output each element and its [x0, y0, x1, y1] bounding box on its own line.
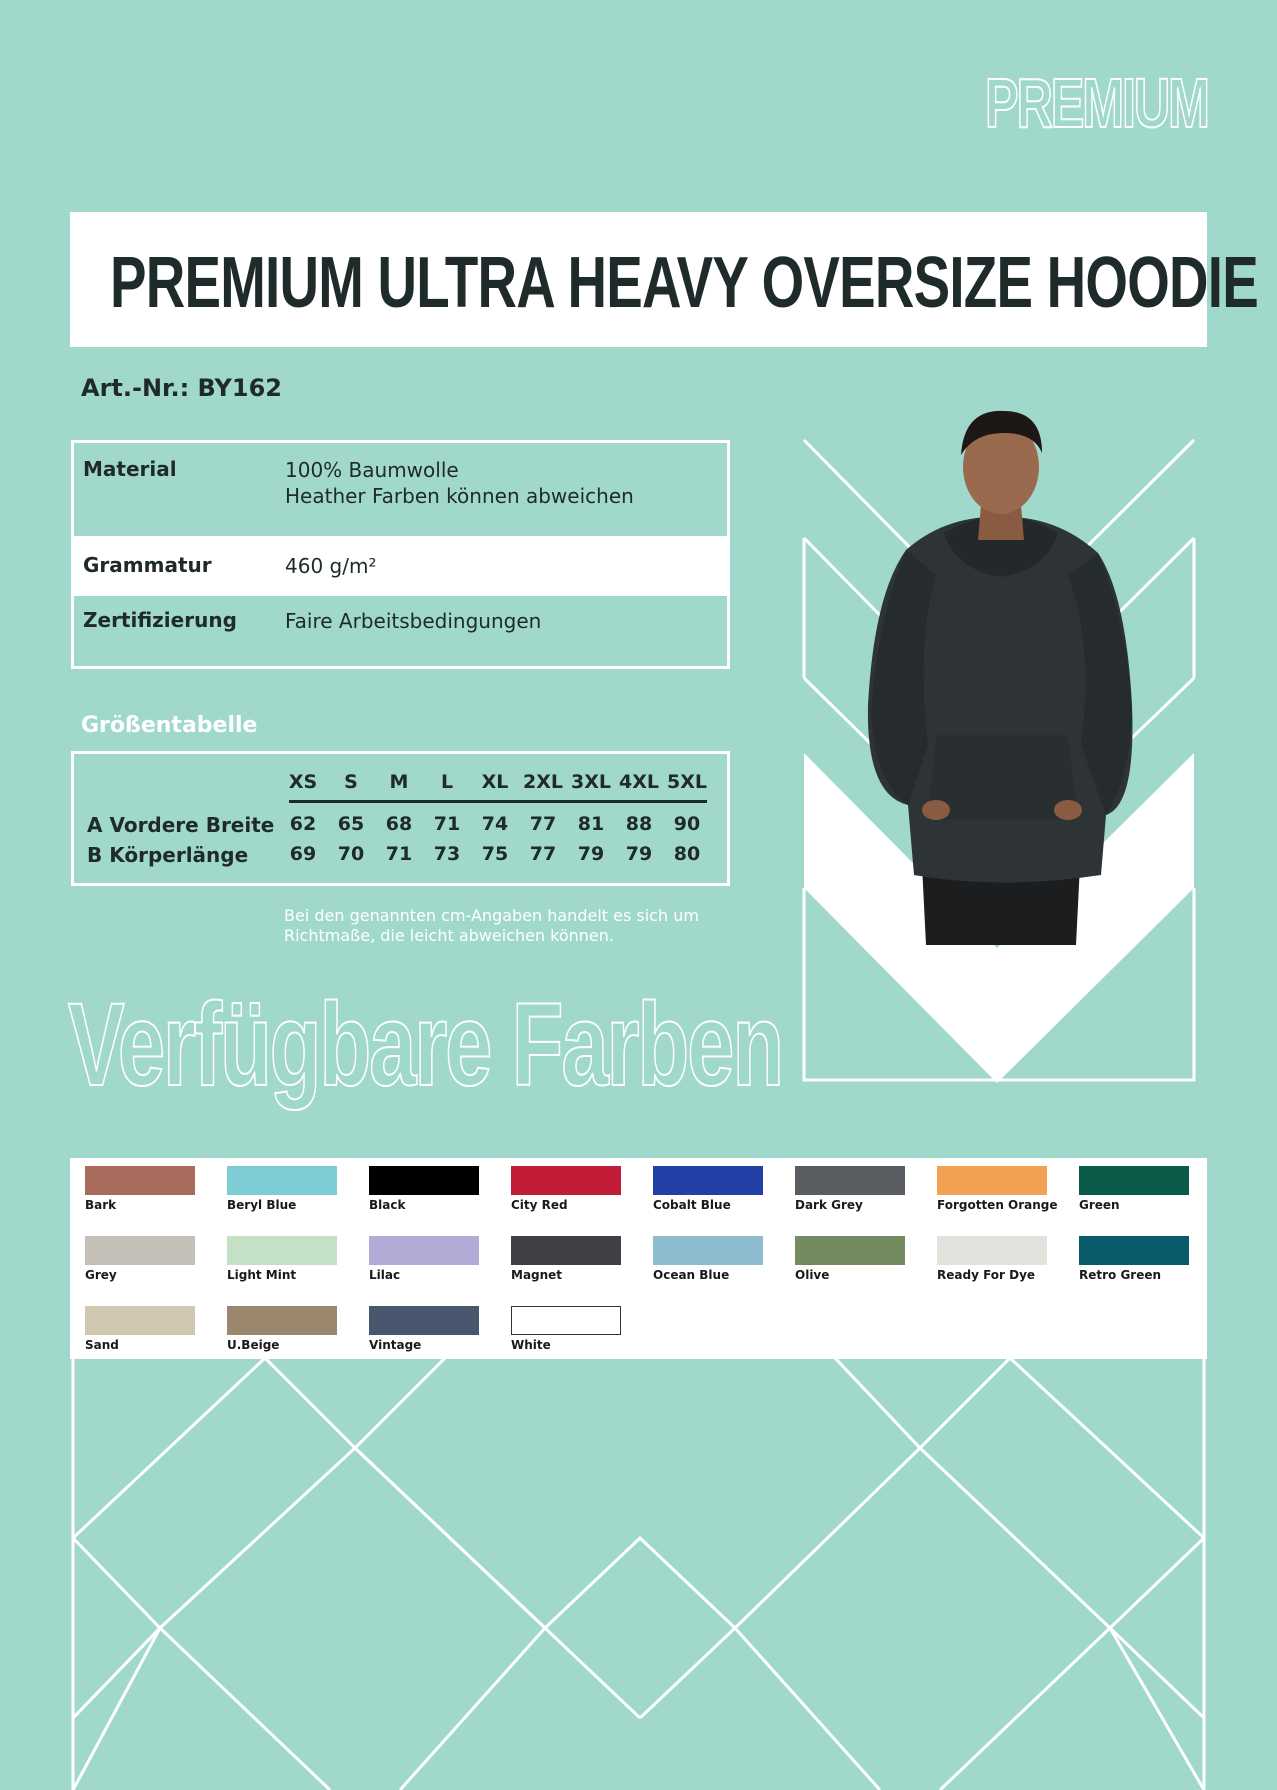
color-chip — [227, 1236, 337, 1265]
model-photo — [836, 405, 1166, 950]
color-swatch — [227, 1236, 369, 1282]
color-chip — [511, 1306, 621, 1335]
color-name: Lilac — [369, 1268, 401, 1282]
size-cell: 62 — [289, 813, 317, 835]
color-name: Grey — [85, 1268, 117, 1282]
geometric-pattern-graphic — [0, 1358, 1277, 1790]
color-swatch — [85, 1306, 227, 1352]
color-chip — [1079, 1166, 1189, 1195]
color-name: Magnet — [511, 1268, 563, 1282]
size-header: M — [389, 771, 409, 793]
size-cell: 69 — [289, 843, 317, 865]
color-name: Dark Grey — [795, 1198, 863, 1212]
color-chip — [369, 1236, 479, 1265]
color-chip — [85, 1166, 195, 1195]
size-header: XL — [481, 771, 509, 793]
size-table — [71, 751, 730, 886]
color-swatch — [369, 1166, 511, 1212]
spec-label: Grammatur — [83, 553, 212, 577]
size-cell: 77 — [529, 813, 557, 835]
size-header: L — [440, 771, 454, 793]
size-table-divider — [289, 800, 707, 803]
color-chip — [795, 1236, 905, 1265]
size-cell: 77 — [529, 843, 557, 865]
size-note — [284, 906, 754, 946]
color-chip — [653, 1236, 763, 1265]
color-name: City Red — [511, 1198, 568, 1212]
color-name: Ocean Blue — [653, 1268, 730, 1282]
size-header: 2XL — [523, 771, 563, 793]
color-swatch — [227, 1306, 369, 1352]
color-chip — [1079, 1236, 1189, 1265]
color-swatch — [227, 1166, 369, 1212]
color-swatch — [369, 1236, 511, 1282]
color-chip — [369, 1166, 479, 1195]
color-chip — [653, 1166, 763, 1195]
size-header: 5XL — [667, 771, 707, 793]
color-chip — [85, 1306, 195, 1335]
spec-value: 460 g/m² — [285, 554, 377, 578]
spec-value-line: Heather Farben können abweichen — [285, 484, 634, 508]
size-cell: 68 — [385, 813, 413, 835]
color-swatch — [511, 1236, 653, 1282]
color-name: Bark — [85, 1198, 117, 1212]
size-cell: 79 — [625, 843, 653, 865]
size-cell: 81 — [577, 813, 605, 835]
size-cell: 74 — [481, 813, 509, 835]
color-chip — [85, 1236, 195, 1265]
size-cell: 71 — [433, 813, 461, 835]
color-name: Light Mint — [227, 1268, 297, 1282]
color-chip — [795, 1166, 905, 1195]
color-swatch-panel — [70, 1158, 1207, 1359]
color-name: White — [511, 1338, 551, 1352]
color-name: Beryl Blue — [227, 1198, 297, 1212]
size-cell: 73 — [433, 843, 461, 865]
brand-logo: PREMIUM — [985, 64, 1208, 142]
color-swatch — [937, 1236, 1079, 1282]
color-swatch — [653, 1166, 795, 1212]
size-cell: 79 — [577, 843, 605, 865]
color-name: Olive — [795, 1268, 830, 1282]
color-swatch — [795, 1166, 937, 1212]
size-note-line: Bei den genannten cm-Angaben handelt es sich um — [284, 906, 699, 925]
colors-heading: Verfügbare Farben — [68, 979, 782, 1111]
color-chip — [937, 1166, 1047, 1195]
color-swatch — [1079, 1166, 1221, 1212]
color-swatch — [1079, 1236, 1221, 1282]
color-swatch — [85, 1236, 227, 1282]
article-number: Art.-Nr.: BY162 — [81, 374, 282, 402]
color-swatch — [511, 1306, 653, 1352]
color-chip — [227, 1306, 337, 1335]
color-name: Cobalt Blue — [653, 1198, 731, 1212]
color-name: Ready For Dye — [937, 1268, 1036, 1282]
size-header: S — [344, 771, 358, 793]
size-header: 3XL — [571, 771, 611, 793]
spec-value-line: 100% Baumwolle — [285, 458, 459, 482]
size-cell: 80 — [673, 843, 701, 865]
size-table-title: Größentabelle — [81, 713, 258, 738]
color-name: Retro Green — [1079, 1268, 1162, 1282]
color-chip — [227, 1166, 337, 1195]
size-cell: 70 — [337, 843, 365, 865]
spec-value — [285, 457, 634, 509]
size-header: 4XL — [619, 771, 659, 793]
color-name: U.Beige — [227, 1338, 280, 1352]
size-row-label: B Körperlänge — [87, 843, 249, 867]
color-name: Black — [369, 1198, 406, 1212]
spec-label: Zertifizierung — [83, 608, 237, 632]
color-swatch — [653, 1236, 795, 1282]
color-chip — [511, 1236, 621, 1265]
size-cell: 71 — [385, 843, 413, 865]
color-chip — [369, 1306, 479, 1335]
color-chip — [511, 1166, 621, 1195]
size-cell: 65 — [337, 813, 365, 835]
size-note-line: Richtmaße, die leicht abweichen können. — [284, 926, 614, 945]
color-swatch — [511, 1166, 653, 1212]
size-cell: 75 — [481, 843, 509, 865]
color-swatch — [937, 1166, 1079, 1212]
color-name: Green — [1079, 1198, 1120, 1212]
size-row-label: A Vordere Breite — [87, 813, 275, 837]
spec-value: Faire Arbeitsbedingungen — [285, 609, 542, 633]
color-swatch — [369, 1306, 511, 1352]
color-name: Sand — [85, 1338, 119, 1352]
size-cell: 88 — [625, 813, 653, 835]
size-cell: 90 — [673, 813, 701, 835]
color-chip — [937, 1236, 1047, 1265]
size-header: XS — [288, 771, 318, 793]
color-name: Forgotten Orange — [937, 1198, 1058, 1212]
color-name: Vintage — [369, 1338, 422, 1352]
color-swatch — [795, 1236, 937, 1282]
product-title: PREMIUM ULTRA HEAVY OVERSIZE HOODIE — [110, 243, 1258, 323]
color-swatch — [85, 1166, 227, 1212]
spec-label: Material — [83, 457, 177, 481]
spec-table — [71, 440, 730, 669]
